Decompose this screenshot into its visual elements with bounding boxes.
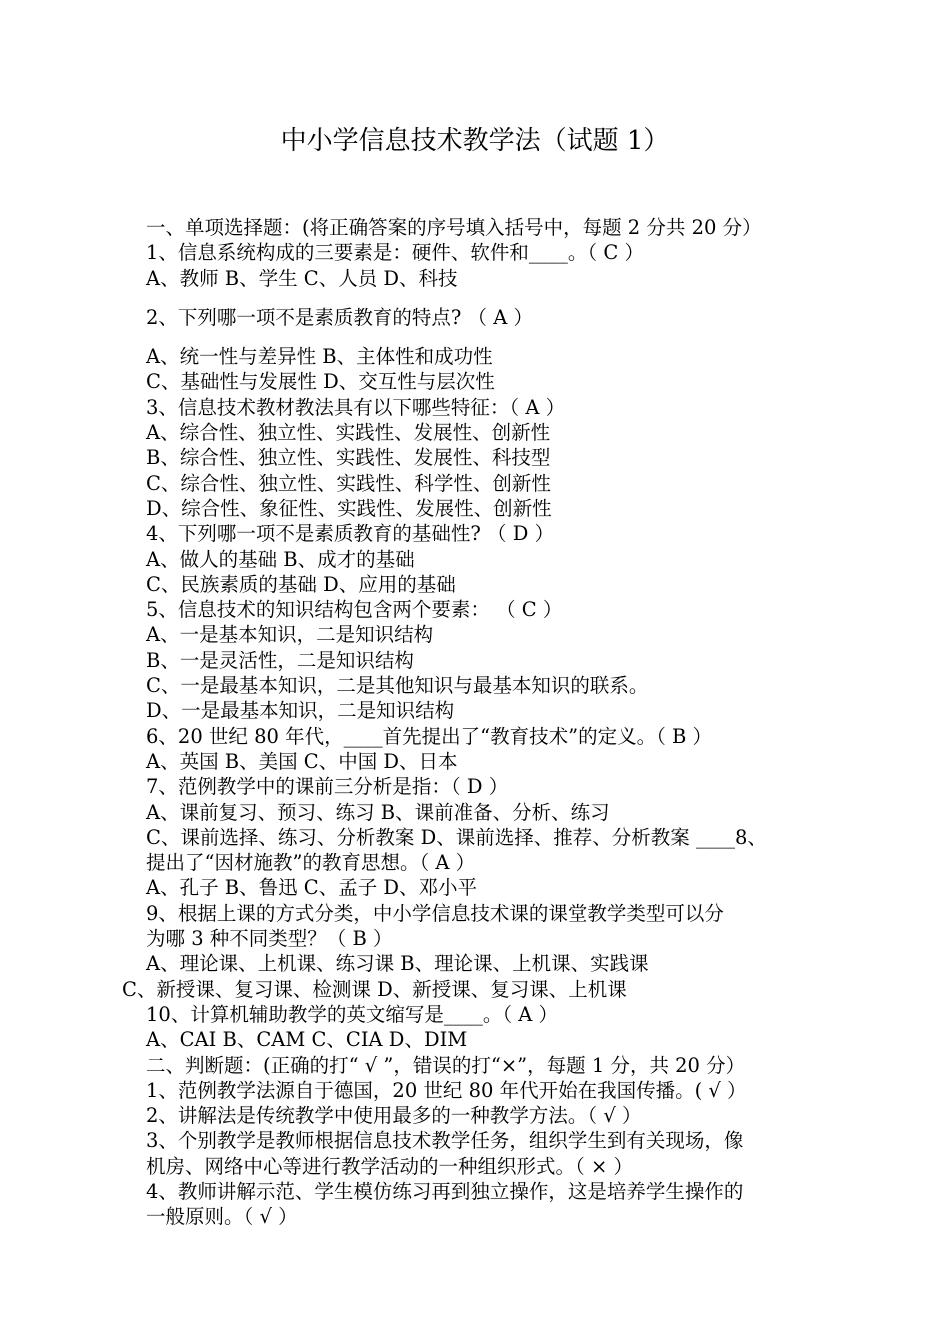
question: 为哪 3 种不同类型？（ B ） [146,927,393,951]
option: B、综合性、独立性、实践性、发展性、科技型 [146,446,551,470]
options: A、教师 B、学生 C、人员 D、科技 [146,266,458,290]
exam-body [122,215,812,1230]
option: A、一是基本知识，二是知识结构 [146,623,434,647]
options: A、CAI B、CAM C、CIA D、DIM [146,1028,468,1052]
question: 提出了“因材施教”的教育思想。（ A ） [146,851,476,875]
question: 9、根据上课的方式分类，中小学信息技术课的课堂教学类型可以分 [146,901,724,925]
question: 10、计算机辅助教学的英文缩写是____。（ A ） [146,1002,559,1026]
option: B、一是灵活性，二是知识结构 [146,648,414,672]
options: A、课前复习、预习、练习 B、课前准备、分析、练习 [146,800,610,824]
statement: 一般原则。（ √ ） [146,1205,298,1229]
option: C、一是最基本知识，二是其他知识与最基本知识的联系。 [146,674,649,698]
options: A、孔子 B、鲁迅 C、孟子 D、邓小平 [146,876,478,900]
options: A、统一性与差异性 B、主体性和成功性 [146,345,493,369]
section-heading: 二、判断题：(正确的打“ √ ”，错误的打“×”，每题 1 分，共 20 分） [146,1053,746,1077]
statement: 1、范例教学法源自于德国，20 世纪 80 年代开始在我国传播。( √ ） [146,1078,747,1102]
question: 6、20 世纪 80 年代，____首先提出了“教育技术”的定义。（ B ） [146,724,713,748]
question: 3、信息技术教材教法具有以下哪些特征：（ A ） [146,395,566,419]
question: 5、信息技术的知识结构包含两个要素： （ C ） [146,598,563,622]
question: 2、下列哪一项不是素质教育的特点? （ A ） [146,305,534,329]
options: A、理论课、上机课、练习课 B、理论课、上机课、实践课 [146,952,649,976]
options: A、英国 B、美国 C、中国 D、日本 [146,749,458,773]
option: D、综合性、象征性、实践性、发展性、创新性 [146,496,552,520]
statement: 机房、网络中心等进行教学活动的一种组织形式。（ × ） [146,1154,633,1178]
page-title: 中小学信息技术教学法（试题 1） [280,126,670,156]
options: C、课前选择、练习、分析教案 D、课前选择、推荐、分析教案 ____8、 [146,825,767,849]
options: C、基础性与发展性 D、交互性与层次性 [146,370,495,394]
question: 4、下列哪一项不是素质教育的基础性? （ D ） [146,522,555,546]
statement: 4、教师讲解示范、学生模仿练习再到独立操作，这是培养学生操作的 [146,1179,744,1203]
section-heading: 一、单项选择题：(将正确答案的序号填入括号中，每题 2 分共 20 分） [146,216,762,239]
options: C、民族素质的基础 D、应用的基础 [146,572,456,596]
options: A、做人的基础 B、成才的基础 [146,547,415,571]
statement: 2、讲解法是传统教学中使用最多的一种教学方法。（ √ ） [146,1104,642,1128]
question: 1、信息系统构成的三要素是：硬件、软件和____。（ C ） [146,241,644,265]
option: D、一是最基本知识，二是知识结构 [146,699,455,723]
statement: 3、个别教学是教师根据信息技术教学任务，组织学生到有关现场，像 [146,1129,744,1153]
option: C、综合性、独立性、实践性、科学性、创新性 [146,471,551,495]
option: A、综合性、独立性、实践性、发展性、创新性 [146,421,551,445]
question: 7、范例教学中的课前三分析是指：（ D ） [146,775,509,799]
options: C、新授课、复习课、检测课 D、新授课、复习课、上机课 [122,977,627,1001]
